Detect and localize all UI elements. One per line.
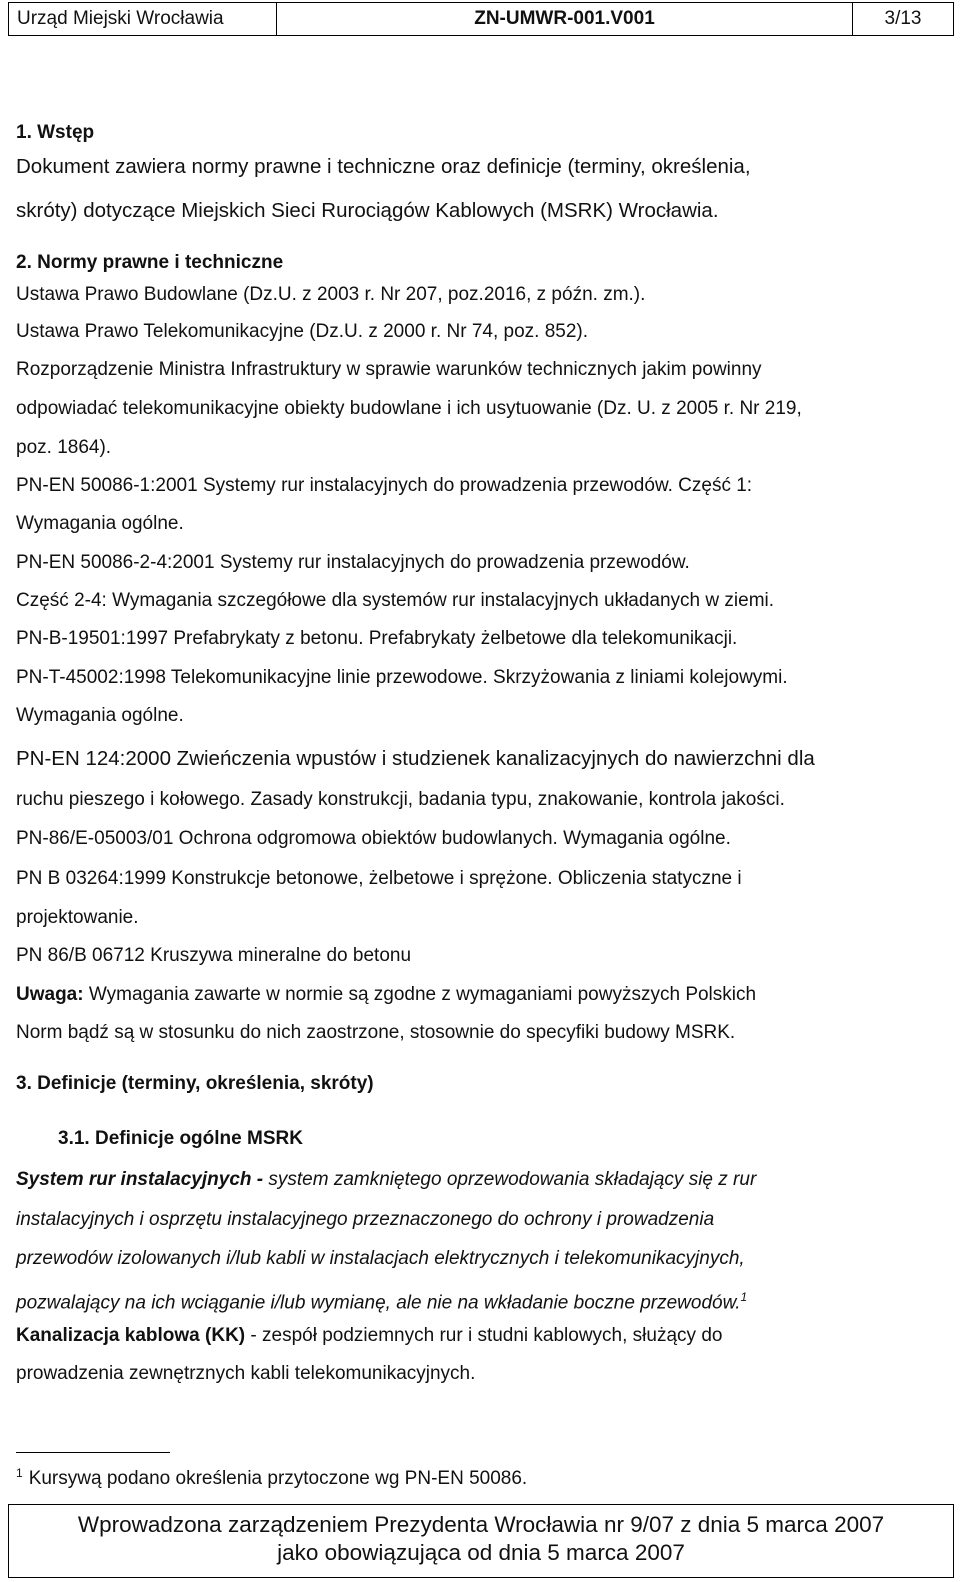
norm-line: PN-EN 50086-1:2001 Systemy rur instalacyjnych do prowadzenia przewodów. Część 1: <box>16 475 753 496</box>
footer-line-1: Wprowadzona zarządzeniem Prezydenta Wrocławia nr 9/07 z dnia 5 marca 2007 <box>77 1512 885 1537</box>
section-3-1-title: 3.1. Definicje ogólne MSRK <box>58 1128 303 1149</box>
norm-line: Ustawa Prawo Telekomunikacyjne (Dz.U. z 2000 r. Nr 74, poz. 852). <box>16 321 589 342</box>
definition-1-line <box>16 1168 756 1192</box>
definition-1-line <box>16 1285 747 1315</box>
note-line-2: Norm bądź są w stosunku do nich zaostrzone, stosownie do specyfiki budowy MSRK. <box>16 1022 736 1043</box>
section-2-title: 2. Normy prawne i techniczne <box>16 252 284 273</box>
norm-line: PN-EN 124:2000 Zwieńczenia wpustów i studzienek kanalizacyjnych do nawierzchni dla <box>16 747 815 770</box>
norm-line: PN-B-19501:1997 Prefabrykaty z betonu. Prefabrykaty żelbetowe dla telekomunikacji. <box>16 628 738 649</box>
header-doc-code: ZN-UMWR-001.V001 <box>277 3 853 35</box>
norm-line: odpowiadać telekomunikacyjne obiekty budowlane i ich usytuowanie (Dz. U. z 2005 r. Nr 219, <box>16 398 802 419</box>
norm-line: PN 86/B 06712 Kruszywa mineralne do betonu <box>16 945 412 966</box>
norm-line: Wymagania ogólne. <box>16 513 184 534</box>
footer-line-2: jako obowiązująca od dnia 5 marca 2007 <box>277 1540 685 1565</box>
norm-line: Ustawa Prawo Budowlane (Dz.U. z 2003 r. Nr 207, poz.2016, z późn. zm.). <box>16 284 646 305</box>
norm-line: projektowanie. <box>16 907 139 928</box>
norm-line: PN-EN 50086-2-4:2001 Systemy rur instalacyjnych do prowadzenia przewodów. <box>16 552 690 573</box>
definition-2-line: prowadzenia zewnętrznych kabli telekomunikacyjnych. <box>16 1363 476 1384</box>
note-label: Uwaga: <box>16 984 84 1005</box>
footnote-number: 1 <box>16 1466 23 1480</box>
page-footer <box>8 1504 954 1578</box>
intro-line-1: Dokument zawiera normy prawne i techniczne oraz definicje (terminy, określenia, <box>16 155 751 178</box>
footnote-separator <box>16 1452 170 1453</box>
definition-1-text: system zamkniętego oprzewodowania składający się z rur <box>268 1169 757 1190</box>
definition-1-line: instalacyjnych i osprzętu instalacyjnego przeznaczonego do ochrony i prowadzenia <box>16 1209 715 1230</box>
definition-1-line: przewodów izolowanych i/lub kabli w instalacjach elektrycznych i telekomunikacyjnych, <box>16 1248 745 1269</box>
note-line-1 <box>16 983 756 1007</box>
footnote-text: Kursywą podano określenia przytoczone wg PN-EN 50086. <box>28 1468 528 1489</box>
header-office: Urząd Miejski Wrocławia <box>9 3 277 35</box>
definition-2-term: Kanalizacja kablowa (KK) <box>16 1325 246 1346</box>
footnote <box>16 1468 527 1490</box>
norm-line: poz. 1864). <box>16 437 112 458</box>
norm-line: PN B 03264:1999 Konstrukcje betonowe, żelbetowe i sprężone. Obliczenia statyczne i <box>16 868 742 889</box>
norm-line: Rozporządzenie Ministra Infrastruktury w sprawie warunków technicznych jakim powinny <box>16 359 762 380</box>
page-header <box>8 2 954 36</box>
footnote-ref: 1 <box>740 1290 748 1304</box>
norm-line: Część 2-4: Wymagania szczegółowe dla systemów rur instalacyjnych układanych w ziemi. <box>16 590 775 611</box>
intro-line-2: skróty) dotyczące Miejskich Sieci Rurociągów Kablowych (MSRK) Wrocławia. <box>16 199 719 222</box>
norm-line: ruchu pieszego i kołowego. Zasady konstrukcji, badania typu, znakowanie, kontrola jakości. <box>16 789 785 810</box>
section-3-title: 3. Definicje (terminy, określenia, skróty) <box>16 1073 374 1094</box>
norm-line: PN-86/E-05003/01 Ochrona odgromowa obiektów budowlanych. Wymagania ogólne. <box>16 828 731 849</box>
section-1-title: 1. Wstęp <box>16 122 95 143</box>
header-page-number: 3/13 <box>884 8 922 29</box>
note-text: Wymagania zawarte w normie są zgodne z wymaganiami powyższych Polskich <box>83 984 757 1005</box>
definition-1-term: System rur instalacyjnych - <box>16 1169 269 1190</box>
definition-1-text: pozwalający na ich wciąganie i/lub wymianę, ale nie na wkładanie boczne przewodów. <box>16 1292 741 1314</box>
definition-2-text: - zespół podziemnych rur i studni kablowych, służący do <box>245 1325 723 1346</box>
norm-line: PN-T-45002:1998 Telekomunikacyjne linie przewodowe. Skrzyżowania z liniami kolejowymi. <box>16 667 788 688</box>
norm-line: Wymagania ogólne. <box>16 705 184 726</box>
definition-2-line <box>16 1324 722 1348</box>
